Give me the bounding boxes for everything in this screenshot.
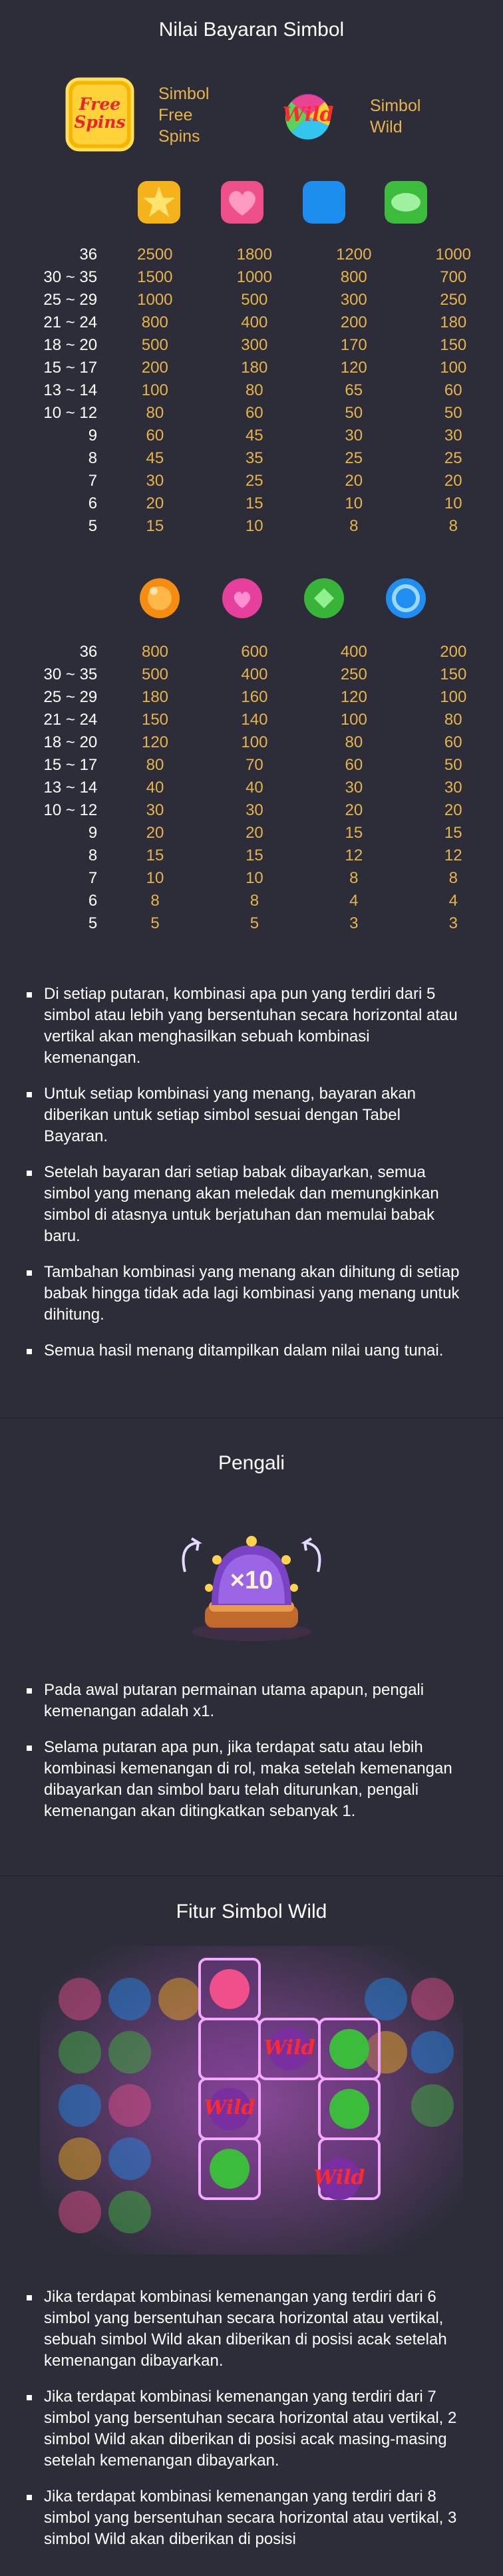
low-symbol-payout-cell: 140 — [241, 711, 268, 729]
low-symbol-payout-cell: 30 — [246, 801, 263, 819]
low-symbol-payout-cell: 10 — [246, 869, 263, 887]
low-symbol-payout-cell: 80 — [345, 733, 363, 751]
symbol-count-cell: 15 ~ 17 — [43, 359, 98, 377]
low-paytable-row — [0, 867, 503, 890]
high-symbol-payout-cell: 10 — [245, 517, 263, 535]
paytable-rules-list — [27, 984, 466, 1376]
high-symbol-payout-cell: 50 — [345, 404, 363, 422]
free-spins-logo-text: Free Spins — [74, 94, 126, 132]
symbol-count-cell: 18 ~ 20 — [43, 733, 98, 751]
paytable-rule-item: Tambahan kombinasi yang menang akan dihitung di setiap babak hingga tidak ada lagi kombinasi yang menang untuk dihitung. — [27, 1262, 466, 1326]
wild-rule-item: Jika terdapat kombinasi kemenangan yang terdiri dari 7 simbol yang bersentuhan secara horizontal atau vertikal, 2 simbol Wild akan diberikan di posisi acak masing-masing setelah kemenangan dibayarkan. — [27, 2386, 466, 2472]
low-symbol-payout-cell: 5 — [150, 914, 160, 932]
multiplier-rule-item: Selama putaran apa pun, jika terdapat satu atau lebih kombinasi kemenangan di rol, maka setelah kemenangan dibayarkan dan simbol baru telah diturunkan, pengali kemenangan akan ditingkatkan sebanyak 1. — [27, 1737, 466, 1822]
symbol-count-cell: 8 — [88, 846, 98, 864]
high-symbol-payout-cell: 2500 — [137, 246, 173, 264]
low-symbol-payout-cell: 120 — [141, 733, 169, 751]
low-symbol-payout-cell: 15 — [345, 824, 363, 842]
wild-feature-illustration — [40, 1946, 463, 2255]
low-symbol-payout-cell: 80 — [444, 711, 462, 729]
symbol-count-cell: 36 — [79, 643, 98, 661]
low-symbol-payout-cell: 15 — [444, 824, 462, 842]
high-symbol-payout-cell: 15 — [146, 517, 164, 535]
symbol-count-cell: 30 ~ 35 — [43, 268, 98, 286]
high-symbol-payout-cell: 700 — [440, 268, 467, 286]
symbol-count-cell: 10 ~ 12 — [43, 801, 98, 819]
paytable-title: Nilai Bayaran Simbol — [158, 19, 345, 41]
high-symbol-payout-cell: 800 — [141, 313, 168, 331]
high-symbol-payout-cell: 1800 — [236, 246, 272, 264]
high-symbol-payout-cell: 500 — [141, 336, 168, 354]
high-symbol-payout-cell: 25 — [345, 449, 363, 467]
symbol-count-cell: 7 — [88, 869, 98, 887]
low-symbol-payout-cell: 80 — [146, 756, 164, 774]
high-symbol-payout-cell: 1000 — [236, 268, 272, 286]
high-symbol-payout-cell: 800 — [340, 268, 367, 286]
low-symbol-payout-cell: 70 — [246, 756, 263, 774]
high-symbol-payout-cell: 500 — [241, 291, 268, 309]
symbol-count-cell: 18 ~ 20 — [43, 336, 98, 354]
high-symbol-payout-cell: 8 — [349, 517, 359, 535]
low-symbol-payout-cell: 40 — [246, 779, 263, 797]
pink-candy-icon — [219, 575, 265, 625]
low-symbol-payout-cell: 30 — [345, 779, 363, 797]
multiplier-title: Pengali — [218, 1452, 285, 1474]
wild-logo-text: Wild — [282, 103, 334, 126]
symbol-count-cell: 30 ~ 35 — [43, 665, 98, 683]
wild-symbol-2-text: Wild — [204, 2096, 255, 2119]
free-spins-label: Simbol Free Spins — [158, 85, 210, 146]
low-paytable-row — [0, 641, 503, 663]
high-paytable-row — [0, 266, 503, 289]
high-symbol-payout-cell: 1000 — [137, 291, 173, 309]
high-symbol-payout-cell: 300 — [340, 291, 367, 309]
low-symbol-payout-cell: 20 — [444, 801, 462, 819]
high-symbol-payout-cell: 45 — [146, 449, 164, 467]
symbol-count-cell: 25 ~ 29 — [43, 688, 98, 706]
low-symbol-payout-cell: 10 — [146, 869, 164, 887]
low-symbol-payout-cell: 60 — [444, 733, 462, 751]
low-symbol-payout-cell: 15 — [146, 846, 164, 864]
low-paytable-row — [0, 844, 503, 867]
high-symbol-payout-cell: 45 — [245, 427, 263, 445]
high-symbol-payout-cell: 35 — [245, 449, 263, 467]
symbol-legend — [0, 70, 503, 163]
high-symbol-payout-cell: 180 — [440, 313, 467, 331]
high-symbol-payout-cell: 10 — [444, 494, 462, 512]
high-symbol-payout-cell: 30 — [444, 427, 462, 445]
low-symbol-payout-cell: 20 — [345, 801, 363, 819]
high-symbol-payout-cell: 50 — [444, 404, 462, 422]
low-symbol-payout-cell: 12 — [345, 846, 363, 864]
high-symbol-payout-cell: 20 — [444, 472, 462, 490]
high-symbol-payout-cell: 1500 — [137, 268, 173, 286]
symbol-count-cell: 13 ~ 14 — [43, 779, 98, 797]
high-paytable-row — [0, 470, 503, 492]
low-symbol-payout-cell: 8 — [349, 869, 359, 887]
high-paytable-row — [0, 425, 503, 447]
high-paytable-row — [0, 311, 503, 334]
low-symbol-payout-cell: 8 — [150, 892, 160, 910]
high-symbol-payout-cell: 180 — [241, 359, 268, 377]
high-symbol-paytable — [0, 244, 503, 538]
symbol-count-cell: 15 ~ 17 — [43, 756, 98, 774]
high-paytable-row — [0, 492, 503, 515]
high-symbol-payout-cell: 80 — [146, 404, 164, 422]
free-spins-icon — [63, 75, 136, 154]
paytable-rule-item: Untuk setiap kombinasi yang menang, bayaran akan diberikan untuk setiap simbol sesuai dengan Tabel Bayaran. — [27, 1083, 466, 1147]
paytable-rule-item: Semua hasil menang ditampilkan dalam nilai uang tunai. — [27, 1340, 466, 1362]
symbol-count-cell: 25 ~ 29 — [43, 291, 98, 309]
yellow-star-candy-icon — [134, 177, 184, 231]
symbol-count-cell: 21 ~ 24 — [43, 313, 98, 331]
high-symbol-payout-cell: 100 — [141, 381, 168, 399]
symbol-count-cell: 5 — [88, 517, 98, 535]
high-symbol-payout-cell: 170 — [340, 336, 367, 354]
low-symbol-payout-cell: 3 — [448, 914, 458, 932]
multiplier-badge-icon — [165, 1519, 338, 1645]
green-wrapped-candy-icon — [381, 177, 431, 231]
multiplier-badge-text: ×10 — [230, 1566, 273, 1594]
multiplier-rules-list — [27, 1680, 466, 1837]
high-symbol-payout-cell: 60 — [245, 404, 263, 422]
high-paytable-row — [0, 447, 503, 470]
symbol-count-cell: 7 — [88, 472, 98, 490]
low-symbol-payout-cell: 250 — [340, 665, 367, 683]
high-paytable-row — [0, 357, 503, 379]
high-symbol-payout-cell: 250 — [440, 291, 467, 309]
blue-candy-icon — [383, 575, 429, 625]
symbol-count-cell: 13 ~ 14 — [43, 381, 98, 399]
wild-feature-title: Fitur Simbol Wild — [176, 1901, 327, 1923]
low-symbol-payout-cell: 4 — [448, 892, 458, 910]
high-paytable-row — [0, 334, 503, 357]
paytable-rule-item: Di setiap putaran, kombinasi apa pun yang terdiri dari 5 simbol atau lebih yang bersentuhan secara horizontal atau vertikal akan menghasilkan sebuah kombinasi kemenangan. — [27, 984, 466, 1069]
symbol-count-cell: 9 — [88, 824, 98, 842]
low-symbol-payout-cell: 5 — [250, 914, 259, 932]
wild-feature-rules-list — [27, 2287, 466, 2565]
low-symbol-payout-cell: 150 — [141, 711, 169, 729]
low-symbol-payout-cell: 180 — [141, 688, 169, 706]
wild-symbol-3-text: Wild — [313, 2166, 365, 2189]
low-symbol-payout-cell: 400 — [241, 665, 268, 683]
low-symbol-payout-cell: 20 — [246, 824, 263, 842]
wild-rule-item: Jika terdapat kombinasi kemenangan yang terdiri dari 6 simbol yang bersentuhan secara horizontal atau vertikal, sebuah simbol Wild akan diberikan di posisi acak setelah kemenangan dibayarkan. — [27, 2287, 466, 2372]
paytable-rule-item: Setelah bayaran dari setiap babak dibayarkan, semua simbol yang menang akan meledak dan memungkinkan simbol di atasnya untuk berjatuhan dan memulai babak baru. — [27, 1162, 466, 1247]
low-symbol-payout-cell: 800 — [141, 643, 169, 661]
symbol-count-cell: 21 ~ 24 — [43, 711, 98, 729]
low-symbol-payout-cell: 50 — [444, 756, 462, 774]
low-symbol-payout-cell: 100 — [241, 733, 268, 751]
high-symbol-payout-cell: 80 — [245, 381, 263, 399]
low-paytable-row — [0, 890, 503, 912]
blue-moon-candy-icon — [299, 177, 349, 231]
low-symbol-payout-cell: 500 — [141, 665, 169, 683]
high-symbol-payout-cell: 20 — [345, 472, 363, 490]
low-paytable-row — [0, 777, 503, 799]
low-paytable-row — [0, 912, 503, 935]
low-symbol-payout-cell: 4 — [349, 892, 359, 910]
high-paytable-row — [0, 244, 503, 266]
green-candy-icon — [301, 575, 347, 625]
low-paytable-row — [0, 686, 503, 709]
high-symbol-payout-cell: 15 — [245, 494, 263, 512]
high-symbol-payout-cell: 20 — [146, 494, 164, 512]
orange-candy-icon — [136, 575, 183, 625]
low-paytable-row — [0, 799, 503, 822]
low-symbol-payout-cell: 15 — [246, 846, 263, 864]
low-symbol-payout-cell: 40 — [146, 779, 164, 797]
symbol-count-cell: 5 — [88, 914, 98, 932]
high-symbol-payout-cell: 100 — [440, 359, 467, 377]
high-symbol-payout-cell: 8 — [448, 517, 458, 535]
high-symbol-payout-cell: 60 — [146, 427, 164, 445]
low-symbol-payout-cell: 150 — [440, 665, 467, 683]
high-symbol-payout-cell: 65 — [345, 381, 363, 399]
high-symbol-payout-cell: 400 — [241, 313, 268, 331]
low-symbol-payout-cell: 30 — [146, 801, 164, 819]
multiplier-rule-item: Pada awal putaran permainan utama apapun, pengali kemenangan adalah x1. — [27, 1680, 466, 1722]
wild-icon — [271, 89, 345, 144]
low-symbol-payout-cell: 30 — [444, 779, 462, 797]
high-symbol-payout-cell: 30 — [345, 427, 363, 445]
high-symbol-payout-cell: 1000 — [435, 246, 471, 264]
symbol-count-cell: 36 — [79, 246, 98, 264]
low-symbol-payout-cell: 200 — [440, 643, 467, 661]
low-symbol-payout-cell: 100 — [440, 688, 467, 706]
high-symbol-payout-cell: 10 — [345, 494, 363, 512]
high-symbol-row — [0, 174, 503, 228]
high-symbol-payout-cell: 200 — [141, 359, 168, 377]
high-symbol-payout-cell: 200 — [340, 313, 367, 331]
high-symbol-payout-cell: 1200 — [336, 246, 372, 264]
low-symbol-payout-cell: 3 — [349, 914, 359, 932]
symbol-count-cell: 10 ~ 12 — [43, 404, 98, 422]
high-symbol-payout-cell: 60 — [444, 381, 462, 399]
high-symbol-payout-cell: 25 — [245, 472, 263, 490]
low-symbol-payout-cell: 20 — [146, 824, 164, 842]
high-paytable-row — [0, 289, 503, 311]
pink-heart-candy-icon — [217, 177, 267, 231]
symbol-count-cell: 8 — [88, 449, 98, 467]
wild-rule-item: Jika terdapat kombinasi kemenangan yang terdiri dari 8 simbol yang bersentuhan secara horizontal atau vertikal, 3 simbol Wild akan diberikan di posisi — [27, 2486, 466, 2550]
low-symbol-payout-cell: 600 — [241, 643, 268, 661]
low-paytable-row — [0, 754, 503, 777]
low-symbol-payout-cell: 8 — [448, 869, 458, 887]
low-symbol-payout-cell: 120 — [340, 688, 367, 706]
low-symbol-payout-cell: 400 — [340, 643, 367, 661]
symbol-count-cell: 6 — [88, 494, 98, 512]
low-paytable-row — [0, 822, 503, 844]
low-symbol-payout-cell: 12 — [444, 846, 462, 864]
low-symbol-payout-cell: 8 — [250, 892, 259, 910]
high-symbol-payout-cell: 30 — [146, 472, 164, 490]
low-paytable-row — [0, 663, 503, 686]
low-symbol-paytable — [0, 641, 503, 935]
low-paytable-row — [0, 731, 503, 754]
high-symbol-payout-cell: 25 — [444, 449, 462, 467]
wild-symbol-1-text: Wild — [263, 2036, 315, 2060]
high-symbol-payout-cell: 150 — [440, 336, 467, 354]
high-paytable-row — [0, 515, 503, 538]
high-paytable-row — [0, 379, 503, 402]
low-symbol-row — [0, 571, 503, 624]
high-symbol-payout-cell: 120 — [340, 359, 367, 377]
high-paytable-row — [0, 402, 503, 425]
symbol-count-cell: 9 — [88, 427, 98, 445]
high-symbol-payout-cell: 300 — [241, 336, 268, 354]
low-paytable-row — [0, 709, 503, 731]
wild-label: Simbol Wild — [370, 96, 421, 136]
low-symbol-payout-cell: 160 — [241, 688, 268, 706]
low-symbol-payout-cell: 60 — [345, 756, 363, 774]
low-symbol-payout-cell: 100 — [340, 711, 367, 729]
symbol-count-cell: 6 — [88, 892, 98, 910]
